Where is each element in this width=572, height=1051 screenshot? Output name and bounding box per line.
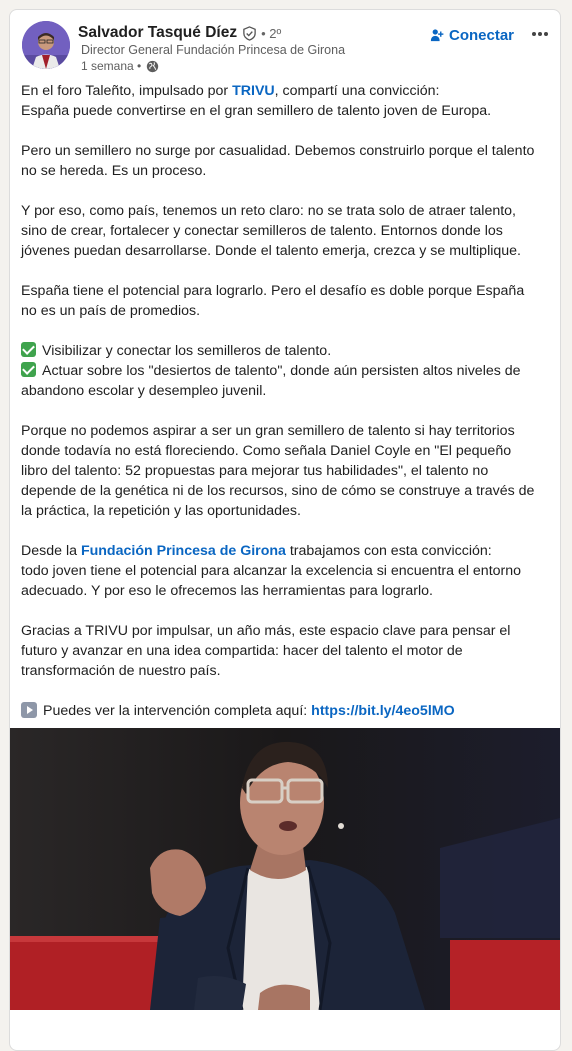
paragraph-5-list: Visibilizar y conectar los semilleros de talento. Actuar sobre los "desiertos de talento", donde aún persisten altos niveles de abandono escolar y desempleo juvenil.: [21, 341, 551, 401]
post-card: [9, 9, 561, 1051]
paragraph-7: Desde la Fundación Princesa de Girona trabajamos con esta convicción: todo joven tiene el potencial para alcanzar la excelencia si encuentra el entorno adecuado. Y por eso le ofrecemos las herramientas para lograrlo.: [21, 543, 522, 599]
author-name-row: [78, 23, 281, 43]
post-meta: [81, 59, 159, 73]
paragraph-6: Porque no podemos aspirar a ser un gran semillero de talento si hay territorios donde todavía no está floreciendo. Como señala Daniel Coyle en "El pequeño libro del talento: 52 propuestas para mejorar tus habilidades", el talento no depende de la genética ni de los recursos, sino de cómo se construye a través de la práctica, la repetición y las oportunidades.: [21, 423, 535, 519]
video-url-link[interactable]: https://bit.ly/4eo5lMO: [311, 703, 455, 719]
fundacion-link[interactable]: Fundación Princesa de Girona: [80, 543, 286, 559]
avatar-image: [22, 21, 70, 69]
author-headline: Director General Fundación Princesa de Girona: [81, 43, 346, 57]
verified-shield-icon: [242, 26, 257, 41]
author-avatar[interactable]: [22, 21, 70, 69]
author-name[interactable]: Salvador Tasqué Díez: [78, 24, 238, 41]
paragraph-4: España tiene el potencial para lograrlo. Pero el desafío es doble porque España no es un país de promedios.: [21, 283, 525, 319]
check-mark-icon: [21, 342, 36, 357]
paragraph-9: Puedes ver la intervención completa aquí: https://bit.ly/4eo5lMO: [21, 701, 551, 721]
add-person-icon: [430, 28, 444, 42]
more-options-icon[interactable]: [529, 24, 551, 44]
paragraph-3: Y por eso, como país, tenemos un reto claro: no se trata solo de atraer talento, sino de crear, fortalecer y conectar semilleros de talento. Entornos donde los jóvenes puedan desarrollarse. Donde el talento emerja, crezca y se multiplique.: [21, 203, 521, 259]
connect-button[interactable]: [430, 24, 514, 46]
connect-label: Conectar: [449, 26, 515, 44]
paragraph-2: Pero un semillero no surge por casualidad. Debemos construirlo porque el talento no se hereda. Es un proceso.: [21, 143, 535, 179]
video-thumbnail[interactable]: [10, 728, 560, 1010]
connection-degree: • 2º: [261, 25, 282, 41]
post-time: 1 semana •: [81, 59, 142, 73]
post-body: [21, 81, 551, 721]
play-button-icon: [21, 702, 37, 718]
speaker-image: [10, 728, 560, 1010]
list-item: Actuar sobre los "desiertos de talento", donde aún persisten altos niveles de: [21, 361, 551, 381]
paragraph-8: Gracias a TRIVU por impulsar, un año más, este espacio clave para pensar el futuro y avanzar en una idea compartida: hacer del talento el motor de transformación de nuestro país.: [21, 623, 511, 679]
paragraph-1: En el foro Taleñto, impulsado por TRIVU, compartí una convicción: España puede convertirse en el gran semillero de talento joven de Europa.: [21, 83, 492, 119]
list-item: Visibilizar y conectar los semilleros de talento.: [21, 341, 551, 361]
globe-icon: [146, 60, 159, 73]
trivu-link[interactable]: TRIVU: [232, 83, 275, 99]
check-mark-icon: [21, 362, 36, 377]
